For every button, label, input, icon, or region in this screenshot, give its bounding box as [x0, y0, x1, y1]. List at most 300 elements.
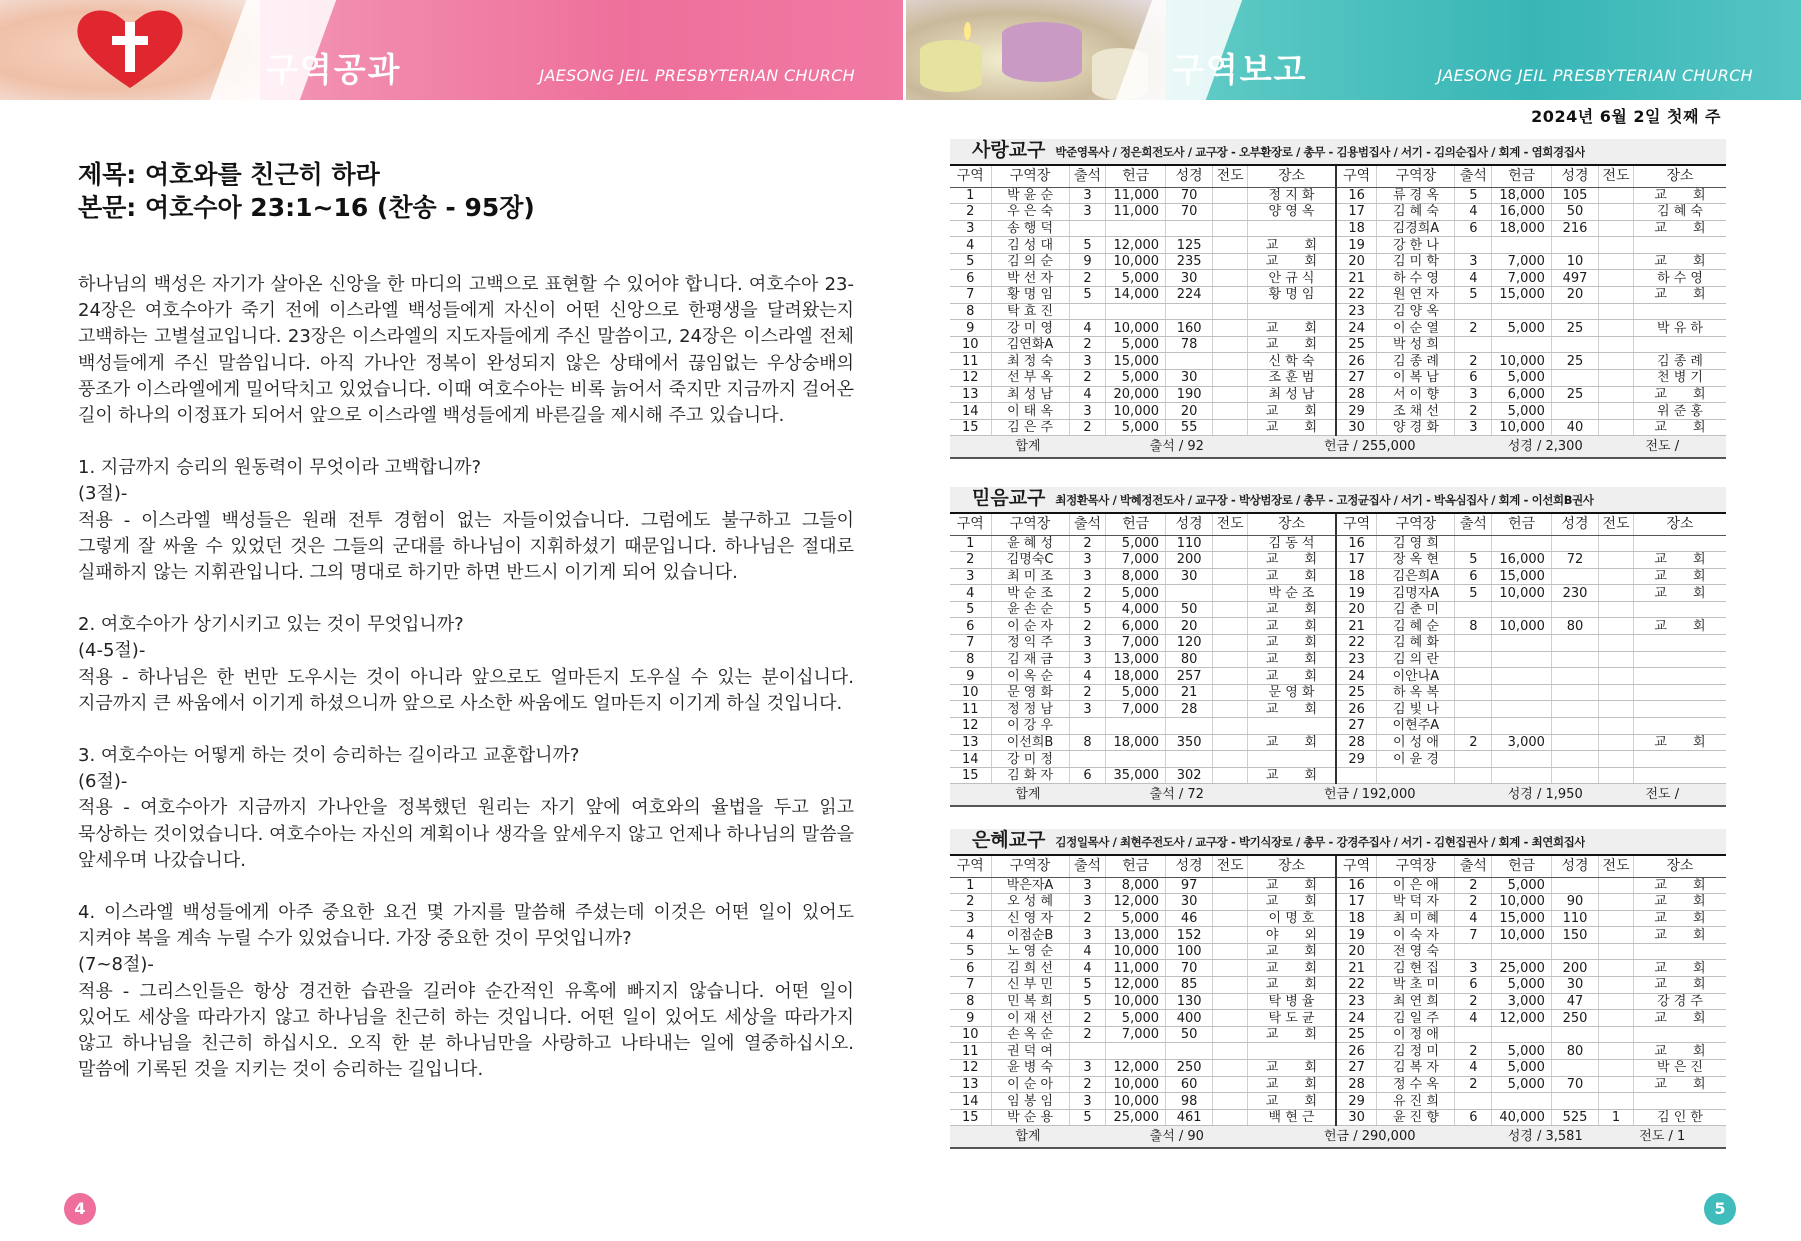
table-cell: 박 순 조 [991, 585, 1069, 602]
table-cell [1599, 718, 1634, 735]
table-cell: 김명자A [1377, 585, 1455, 602]
table-cell [1213, 927, 1248, 944]
table-cell [1455, 1093, 1492, 1110]
heart-cross-icon [70, 6, 190, 92]
table-cell: 이 복 남 [1377, 370, 1455, 387]
table-cell [1166, 751, 1213, 768]
table-cell: 7,000 [1106, 1026, 1166, 1043]
table-row [950, 668, 1726, 685]
table-cell: 김은희A [1377, 568, 1455, 585]
table-cell: 2 [1455, 993, 1492, 1010]
table-cell [1455, 718, 1492, 735]
table-cell [1455, 651, 1492, 668]
table-cell: 24 [1336, 320, 1377, 337]
table-row [950, 767, 1726, 784]
table-cell: 1 [950, 877, 991, 894]
table-cell: 4 [1069, 320, 1106, 337]
table-cell [1633, 635, 1726, 652]
table-cell: 28 [1336, 1076, 1377, 1093]
table-cell: 23 [1336, 303, 1377, 320]
table-cell: 이 순 자 [991, 618, 1069, 635]
table-cell [1377, 767, 1455, 784]
table-cell: 이 순 아 [991, 1076, 1069, 1093]
table-cell: 15,000 [1492, 287, 1552, 304]
table-cell [1599, 993, 1634, 1010]
question-1: 1. 지금까지 승리의 원동력이 무엇이라 고백합니까? [78, 457, 482, 479]
table-cell: 8 [1069, 734, 1106, 751]
table-cell: 78 [1166, 336, 1213, 353]
table-cell: 이 순 열 [1377, 320, 1455, 337]
column-header: 성경 [1551, 166, 1598, 187]
table-cell: 18 [1336, 220, 1377, 237]
table-cell: 5 [1069, 601, 1106, 618]
table-cell: 선 부 옥 [991, 370, 1069, 387]
table-cell: 29 [1336, 403, 1377, 420]
table-cell: 16 [1336, 535, 1377, 552]
column-header: 출석 [1069, 514, 1106, 535]
table-cell: 탁 도 균 [1248, 1010, 1336, 1027]
table-cell: 손 옥 순 [991, 1026, 1069, 1043]
table-cell: 4 [1455, 910, 1492, 927]
table-cell: 12,000 [1492, 1010, 1552, 1027]
table-cell [1599, 403, 1634, 420]
table-cell: 3 [1069, 1093, 1106, 1110]
table-cell [1213, 419, 1248, 436]
table-cell [1455, 336, 1492, 353]
table-cell [1455, 751, 1492, 768]
table-cell [1492, 651, 1552, 668]
table-row [950, 651, 1726, 668]
table-cell: 7,000 [1492, 253, 1552, 270]
table-cell: 2 [1455, 894, 1492, 911]
column-header: 출석 [1455, 856, 1492, 877]
column-header: 장소 [1633, 166, 1726, 187]
application-4: 적용 - 그리스인들은 항상 경건한 습관을 길러야 순간적인 유혹에 빠지지 않습니다. 어떤 일이 있어도 세상을 따라가지 않고 하나님을 친근히 하는 것입니다. 어떤 일이 있어도 세상을 따라가지 않고 하나님을 친근히 하십시오. 오직 한 분 하나님만을 사랑하고 나타내는 일에 열중하십시오. 말씀에 기록된 것을 지키는 것이 승리하는 길입니다. [78, 980, 854, 1081]
table-cell: 교 회 [1248, 635, 1336, 652]
table-cell: 윤 손 순 [991, 601, 1069, 618]
table-cell: 4 [1069, 960, 1106, 977]
table-cell [1213, 287, 1248, 304]
table-cell [1213, 552, 1248, 569]
table-cell: 2 [1069, 270, 1106, 287]
table-row [950, 535, 1726, 552]
intro-paragraph: 하나님의 백성은 자기가 살아온 신앙을 한 마디의 고백으로 표현할 수 있어야 합니다. 여호수아 23-24장은 여호수아가 죽기 전에 이스라엘 백성들에게 자신이 어떤 신앙으로 한평생을 달려왔는지 고백하는 고별설교입니다. 23장은 이스라엘의 지도자들에게 주신 말씀이고, 24장은 이스라엘 전체 백성들에게 주신 말씀입니다. 아직 가나안 정복이 완성되지 않은 상태에서 끊임없는 우상숭배의 풍조가 이스라엘에게 밀어닥치고 있었습니다. 이때 여호수아는 비록 늙어서 죽지만 지금까지 걸어온 길이 하나의 이정표가 되어서 앞으로 이스라엘 백성들에게 바른길을 제시해 주고 있습니다. [78, 274, 854, 427]
table-cell: 15 [950, 1109, 991, 1126]
table-cell [1551, 568, 1598, 585]
table-cell [1599, 1093, 1634, 1110]
table-cell: 1 [950, 187, 991, 204]
table-cell: 6 [1455, 568, 1492, 585]
table-cell: 7 [950, 977, 991, 994]
table-cell: 18 [1336, 568, 1377, 585]
column-header: 헌금 [1106, 856, 1166, 877]
table-cell: 90 [1551, 894, 1598, 911]
table-row [950, 960, 1726, 977]
table-cell: 김 재 금 [991, 651, 1069, 668]
table-cell [1551, 651, 1598, 668]
table-cell: 18 [1336, 910, 1377, 927]
table-cell: 김명숙C [991, 552, 1069, 569]
table-cell [1599, 287, 1634, 304]
table-cell: 125 [1166, 237, 1213, 254]
table-cell [1551, 684, 1598, 701]
table-cell: 50 [1166, 1026, 1213, 1043]
table-cell: 장 옥 현 [1377, 552, 1455, 569]
table-cell [1633, 336, 1726, 353]
table-cell: 우 은 숙 [991, 204, 1069, 221]
sermon-body [78, 272, 854, 1083]
table-cell: 4 [950, 237, 991, 254]
table-cell: 20 [1336, 253, 1377, 270]
table-cell: 24 [1336, 668, 1377, 685]
table-cell: 12 [950, 370, 991, 387]
table-cell [1455, 601, 1492, 618]
table-cell [1455, 684, 1492, 701]
table-row [950, 1026, 1726, 1043]
table-cell [1213, 370, 1248, 387]
table-cell: 25 [1551, 386, 1598, 403]
table-cell: 교 회 [1248, 701, 1336, 718]
table-cell: 김 희 선 [991, 960, 1069, 977]
table-cell: 4 [1455, 270, 1492, 287]
table-cell [1599, 237, 1634, 254]
table-row [950, 353, 1726, 370]
table-cell [1213, 701, 1248, 718]
table-cell: 2 [1069, 910, 1106, 927]
table-cell [1599, 187, 1634, 204]
table-cell: 김 화 자 [991, 767, 1069, 784]
column-header: 구역 [1336, 514, 1377, 535]
table-cell: 5,000 [1106, 270, 1166, 287]
table-cell [1213, 353, 1248, 370]
table-cell: 5,000 [1106, 535, 1166, 552]
table-cell: 김 양 옥 [1377, 303, 1455, 320]
column-header: 전도 [1599, 856, 1634, 877]
table-cell: 3 [1069, 877, 1106, 894]
table-cell [1599, 270, 1634, 287]
table-cell [1633, 943, 1726, 960]
table-row [950, 287, 1726, 304]
table-cell: 교 회 [1248, 403, 1336, 420]
column-header: 헌금 [1492, 166, 1552, 187]
table-cell: 21 [1336, 960, 1377, 977]
table-cell: 신 부 민 [991, 977, 1069, 994]
table-row [950, 751, 1726, 768]
column-header: 구역장 [991, 856, 1069, 877]
table-cell: 150 [1551, 927, 1598, 944]
table-cell: 224 [1166, 287, 1213, 304]
table-cell [1213, 535, 1248, 552]
table-cell: 정 정 남 [991, 701, 1069, 718]
table-cell [1599, 877, 1634, 894]
table-cell: 5,000 [1492, 320, 1552, 337]
table-row [950, 618, 1726, 635]
table-cell: 이선희B [991, 734, 1069, 751]
table-cell: 80 [1551, 618, 1598, 635]
table-cell: 김 미 학 [1377, 253, 1455, 270]
column-header: 장소 [1248, 856, 1336, 877]
sermon-lesson [78, 158, 854, 1083]
table-cell [1213, 601, 1248, 618]
totals-row [950, 436, 1726, 458]
table-cell: 이안나A [1377, 668, 1455, 685]
table-cell: 5,000 [1106, 419, 1166, 436]
table-cell: 20 [1336, 601, 1377, 618]
table-cell [1213, 684, 1248, 701]
column-header: 성경 [1166, 514, 1213, 535]
table-cell: 12,000 [1106, 1060, 1166, 1077]
table-cell: 9 [1069, 253, 1106, 270]
table-cell [1492, 684, 1552, 701]
table-cell: 강 경 주 [1633, 993, 1726, 1010]
table-cell: 양 영 옥 [1248, 204, 1336, 221]
table-cell: 6 [1069, 767, 1106, 784]
table-cell: 18,000 [1106, 668, 1166, 685]
column-header: 헌금 [1492, 514, 1552, 535]
table-cell: 8,000 [1106, 877, 1166, 894]
table-cell: 25,000 [1106, 1109, 1166, 1126]
table-cell [1633, 1026, 1726, 1043]
table-cell: 70 [1166, 960, 1213, 977]
table-cell [1213, 1060, 1248, 1077]
table-cell: 교 회 [1633, 734, 1726, 751]
district-name: 사랑교구 [972, 139, 1046, 161]
table-cell: 황 명 임 [991, 287, 1069, 304]
table-cell [1492, 635, 1552, 652]
table-cell: 5,000 [1106, 910, 1166, 927]
table-cell [1633, 767, 1726, 784]
totals-offering: 헌금 / 255,000 [1248, 436, 1492, 458]
table-cell: 120 [1166, 635, 1213, 652]
table-cell: 류 경 옥 [1377, 187, 1455, 204]
table-cell: 김 정 미 [1377, 1043, 1455, 1060]
table-cell [1492, 601, 1552, 618]
table-cell: 2 [1069, 1026, 1106, 1043]
column-header: 출석 [1455, 514, 1492, 535]
table-cell: 25 [1336, 684, 1377, 701]
table-cell [1551, 1026, 1598, 1043]
table-cell: 200 [1166, 552, 1213, 569]
table-cell: 송 행 덕 [991, 220, 1069, 237]
table-cell: 교 회 [1248, 552, 1336, 569]
table-cell: 교 회 [1633, 187, 1726, 204]
table-cell: 최 성 남 [991, 386, 1069, 403]
table-cell: 190 [1166, 386, 1213, 403]
table-cell [1248, 1043, 1336, 1060]
table-cell: 이 정 애 [1377, 1026, 1455, 1043]
table-cell: 5 [1069, 993, 1106, 1010]
table-cell [1633, 751, 1726, 768]
table-cell: 3 [1069, 204, 1106, 221]
table-header-row [950, 166, 1726, 187]
totals-bible: 성경 / 3,581 [1492, 1126, 1599, 1148]
table-cell [1213, 220, 1248, 237]
table-cell [1213, 336, 1248, 353]
table-cell: 12,000 [1106, 894, 1166, 911]
table-cell [1213, 635, 1248, 652]
table-cell: 정 지 화 [1248, 187, 1336, 204]
table-cell: 교 회 [1248, 237, 1336, 254]
table-cell: 9 [950, 1010, 991, 1027]
table-cell: 28 [1336, 734, 1377, 751]
table-cell [1213, 993, 1248, 1010]
table-cell: 김 복 자 [1377, 1060, 1455, 1077]
totals-evangelism: 전도 / 1 [1599, 1126, 1726, 1148]
table-cell: 3 [1069, 353, 1106, 370]
table-cell: 5,000 [1106, 1010, 1166, 1027]
table-cell [1455, 943, 1492, 960]
table-cell [1633, 601, 1726, 618]
table-cell [1106, 220, 1166, 237]
table-cell: 3 [950, 220, 991, 237]
column-header: 전도 [1599, 166, 1634, 187]
table-cell: 10,000 [1492, 419, 1552, 436]
column-header: 구역장 [1377, 514, 1455, 535]
table-cell: 하 수 영 [1377, 270, 1455, 287]
table-cell: 22 [1336, 635, 1377, 652]
table-cell: 17 [1336, 894, 1377, 911]
table-row [950, 336, 1726, 353]
table-cell: 30 [1166, 568, 1213, 585]
table-cell: 4 [1069, 943, 1106, 960]
table-row [950, 1010, 1726, 1027]
column-header: 장소 [1633, 856, 1726, 877]
table-cell [1633, 668, 1726, 685]
table-cell: 교 회 [1633, 960, 1726, 977]
table-cell [1551, 336, 1598, 353]
table-cell: 교 회 [1248, 253, 1336, 270]
table-cell [1599, 601, 1634, 618]
table-cell: 조 훈 범 [1248, 370, 1336, 387]
sermon-title: 제목: 여호와를 친근히 하라 [78, 160, 380, 189]
table-cell: 11,000 [1106, 187, 1166, 204]
table-cell: 14 [950, 403, 991, 420]
table-cell: 10 [950, 1026, 991, 1043]
table-cell: 5 [1069, 237, 1106, 254]
table-cell: 5,000 [1106, 684, 1166, 701]
table-row [950, 403, 1726, 420]
table-cell [1492, 701, 1552, 718]
table-cell: 하 옥 복 [1377, 684, 1455, 701]
table-cell: 교 회 [1248, 618, 1336, 635]
table-cell: 신 학 숙 [1248, 353, 1336, 370]
table-cell: 28 [1166, 701, 1213, 718]
totals-attendance: 출석 / 72 [1106, 784, 1248, 806]
table-cell: 13 [950, 1076, 991, 1093]
table-cell: 황 명 임 [1248, 287, 1336, 304]
table-cell: 5,000 [1492, 403, 1552, 420]
column-header: 전도 [1213, 856, 1248, 877]
table-cell: 30 [1166, 894, 1213, 911]
table-row [950, 993, 1726, 1010]
table-cell: 교 회 [1633, 618, 1726, 635]
table-cell [1248, 718, 1336, 735]
page-number-left: 4 [64, 1193, 96, 1225]
table-cell: 11,000 [1106, 960, 1166, 977]
table-cell [1166, 303, 1213, 320]
left-header-church-name: JAESONG JEIL PRESBYTERIAN CHURCH [539, 66, 855, 85]
table-cell: 5 [950, 253, 991, 270]
table-cell [1213, 977, 1248, 994]
table-cell: 2 [1455, 403, 1492, 420]
table-cell: 교 회 [1633, 585, 1726, 602]
table-cell [1455, 701, 1492, 718]
table-cell: 문 영 화 [991, 684, 1069, 701]
totals-attendance: 출석 / 92 [1106, 436, 1248, 458]
table-cell: 이 태 옥 [991, 403, 1069, 420]
table-cell: 교 회 [1248, 419, 1336, 436]
table-cell: 교 회 [1633, 977, 1726, 994]
table-cell [1599, 927, 1634, 944]
table-cell [1633, 718, 1726, 735]
table-cell: 20,000 [1106, 386, 1166, 403]
table-cell [1069, 1043, 1106, 1060]
table-cell [1599, 204, 1634, 221]
table-cell: 김 혜 순 [1377, 618, 1455, 635]
table-cell: 교 회 [1248, 568, 1336, 585]
table-cell [1213, 187, 1248, 204]
table-cell: 29 [1336, 1093, 1377, 1110]
table-cell [1213, 618, 1248, 635]
column-header: 전도 [1213, 514, 1248, 535]
table-cell [1551, 718, 1598, 735]
table-cell: 10,000 [1106, 993, 1166, 1010]
table-cell [1599, 220, 1634, 237]
totals-row [950, 784, 1726, 806]
table-cell: 5,000 [1492, 1060, 1552, 1077]
table-cell: 박 성 희 [1377, 336, 1455, 353]
table-cell: 72 [1551, 552, 1598, 569]
table-cell: 8 [950, 651, 991, 668]
table-cell: 5 [1069, 977, 1106, 994]
table-cell: 4 [1069, 386, 1106, 403]
table-cell: 이 재 선 [991, 1010, 1069, 1027]
table-cell: 5,000 [1106, 336, 1166, 353]
table-cell: 7 [950, 287, 991, 304]
district-report-mideum [950, 487, 1726, 807]
column-header: 구역장 [991, 166, 1069, 187]
totals-bible: 성경 / 2,300 [1492, 436, 1599, 458]
table-cell [1213, 718, 1248, 735]
verse-ref-4: (7~8절)- [78, 954, 154, 976]
table-cell [1213, 894, 1248, 911]
table-cell [1248, 751, 1336, 768]
table-cell: 교 회 [1633, 287, 1726, 304]
table-cell: 47 [1551, 993, 1598, 1010]
table-cell [1599, 910, 1634, 927]
table-cell: 3,000 [1492, 993, 1552, 1010]
table-cell [1633, 651, 1726, 668]
table-cell [1455, 535, 1492, 552]
table-cell: 5,000 [1106, 585, 1166, 602]
table-cell [1599, 336, 1634, 353]
table-cell: 교 회 [1633, 419, 1726, 436]
table-cell: 525 [1551, 1109, 1598, 1126]
table-cell: 5 [1455, 552, 1492, 569]
table-cell: 13 [950, 734, 991, 751]
table-cell [1213, 1026, 1248, 1043]
table-cell: 이 성 애 [1377, 734, 1455, 751]
table-cell: 130 [1166, 993, 1213, 1010]
flame-icon [964, 22, 971, 40]
table-cell: 10,000 [1106, 403, 1166, 420]
table-cell: 5 [950, 943, 991, 960]
table-cell: 25 [1336, 336, 1377, 353]
column-header: 구역 [1336, 856, 1377, 877]
table-cell: 최 미 조 [991, 568, 1069, 585]
table-cell [1551, 751, 1598, 768]
table-cell: 302 [1166, 767, 1213, 784]
